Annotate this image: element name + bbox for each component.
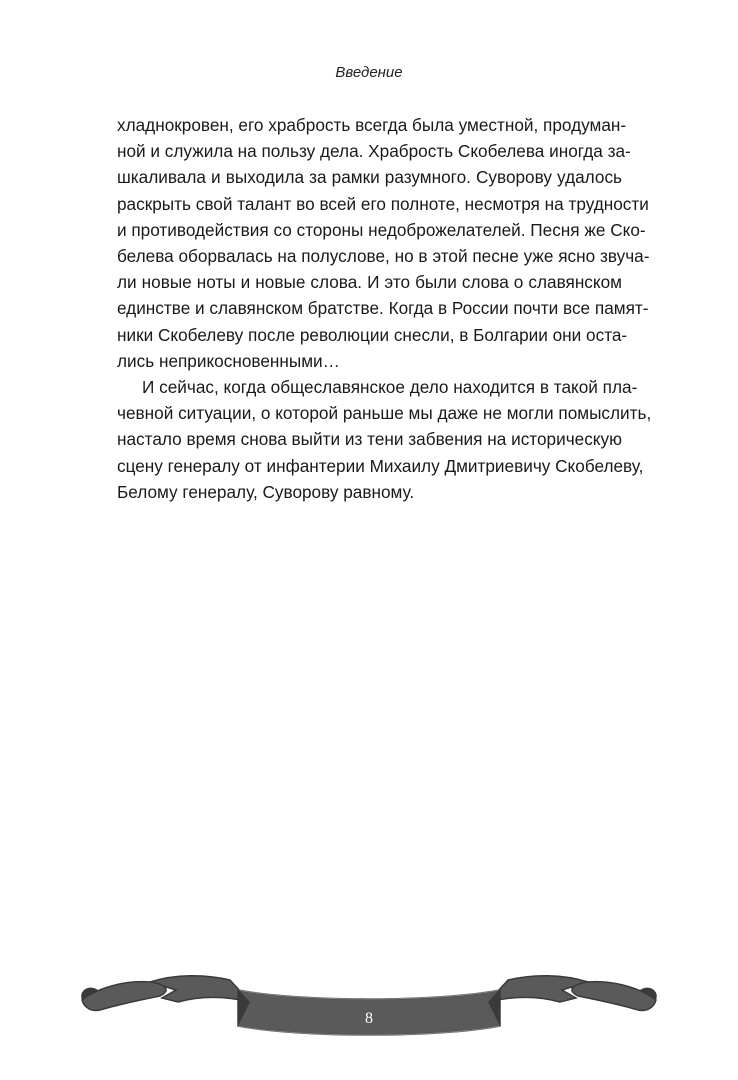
- running-title: Введение: [335, 64, 403, 81]
- text-line: ной и служила на пользу дела. Храбрость Скобелева иногда за-: [117, 141, 631, 162]
- body-text: [117, 112, 652, 505]
- text-line: Белому генералу, Суворову равному.: [117, 481, 415, 502]
- ribbon-ornament: [0, 960, 738, 1040]
- ribbon-right-swirl: [572, 982, 656, 1011]
- text-line: лись неприкосновенными…: [117, 350, 340, 371]
- text-line: ли новые ноты и новые слова. И это были слова о славянском: [117, 272, 622, 293]
- text-line: ники Скобелеву после революции снесли, в Болгарии они оста-: [117, 324, 628, 345]
- text-line: шкаливала и выходила за рамки разумного. Суворову удалось: [117, 167, 622, 188]
- text-line: чевной ситуации, о которой раньше мы даже не могли помыслить,: [117, 403, 652, 424]
- text-line: раскрыть свой талант во всей его полноте, несмотря на трудности: [117, 193, 649, 214]
- paragraph-1: [117, 112, 650, 374]
- paragraph-2: [117, 374, 652, 505]
- ribbon-left-swirl: [82, 982, 166, 1011]
- text-line: и противодействия со стороны недоброжелателей. Песня же Ско-: [117, 219, 646, 240]
- text-line: И сейчас, когда общеславянское дело находится в такой пла-: [142, 377, 638, 398]
- text-line: сцену генералу от инфантерии Михаилу Дмитриевичу Скобелеву,: [117, 455, 644, 476]
- page-number: 8: [365, 1010, 373, 1027]
- text-line: единстве и славянском братстве. Когда в России почти все памят-: [117, 298, 649, 319]
- text-line: белева оборвалась на полуслове, но в этой песне уже ясно звуча-: [117, 246, 650, 267]
- text-line: настало время снова выйти из тени забвения на историческую: [117, 429, 622, 450]
- text-line: хладнокровен, его храбрость всегда была уместной, продуман-: [117, 115, 627, 135]
